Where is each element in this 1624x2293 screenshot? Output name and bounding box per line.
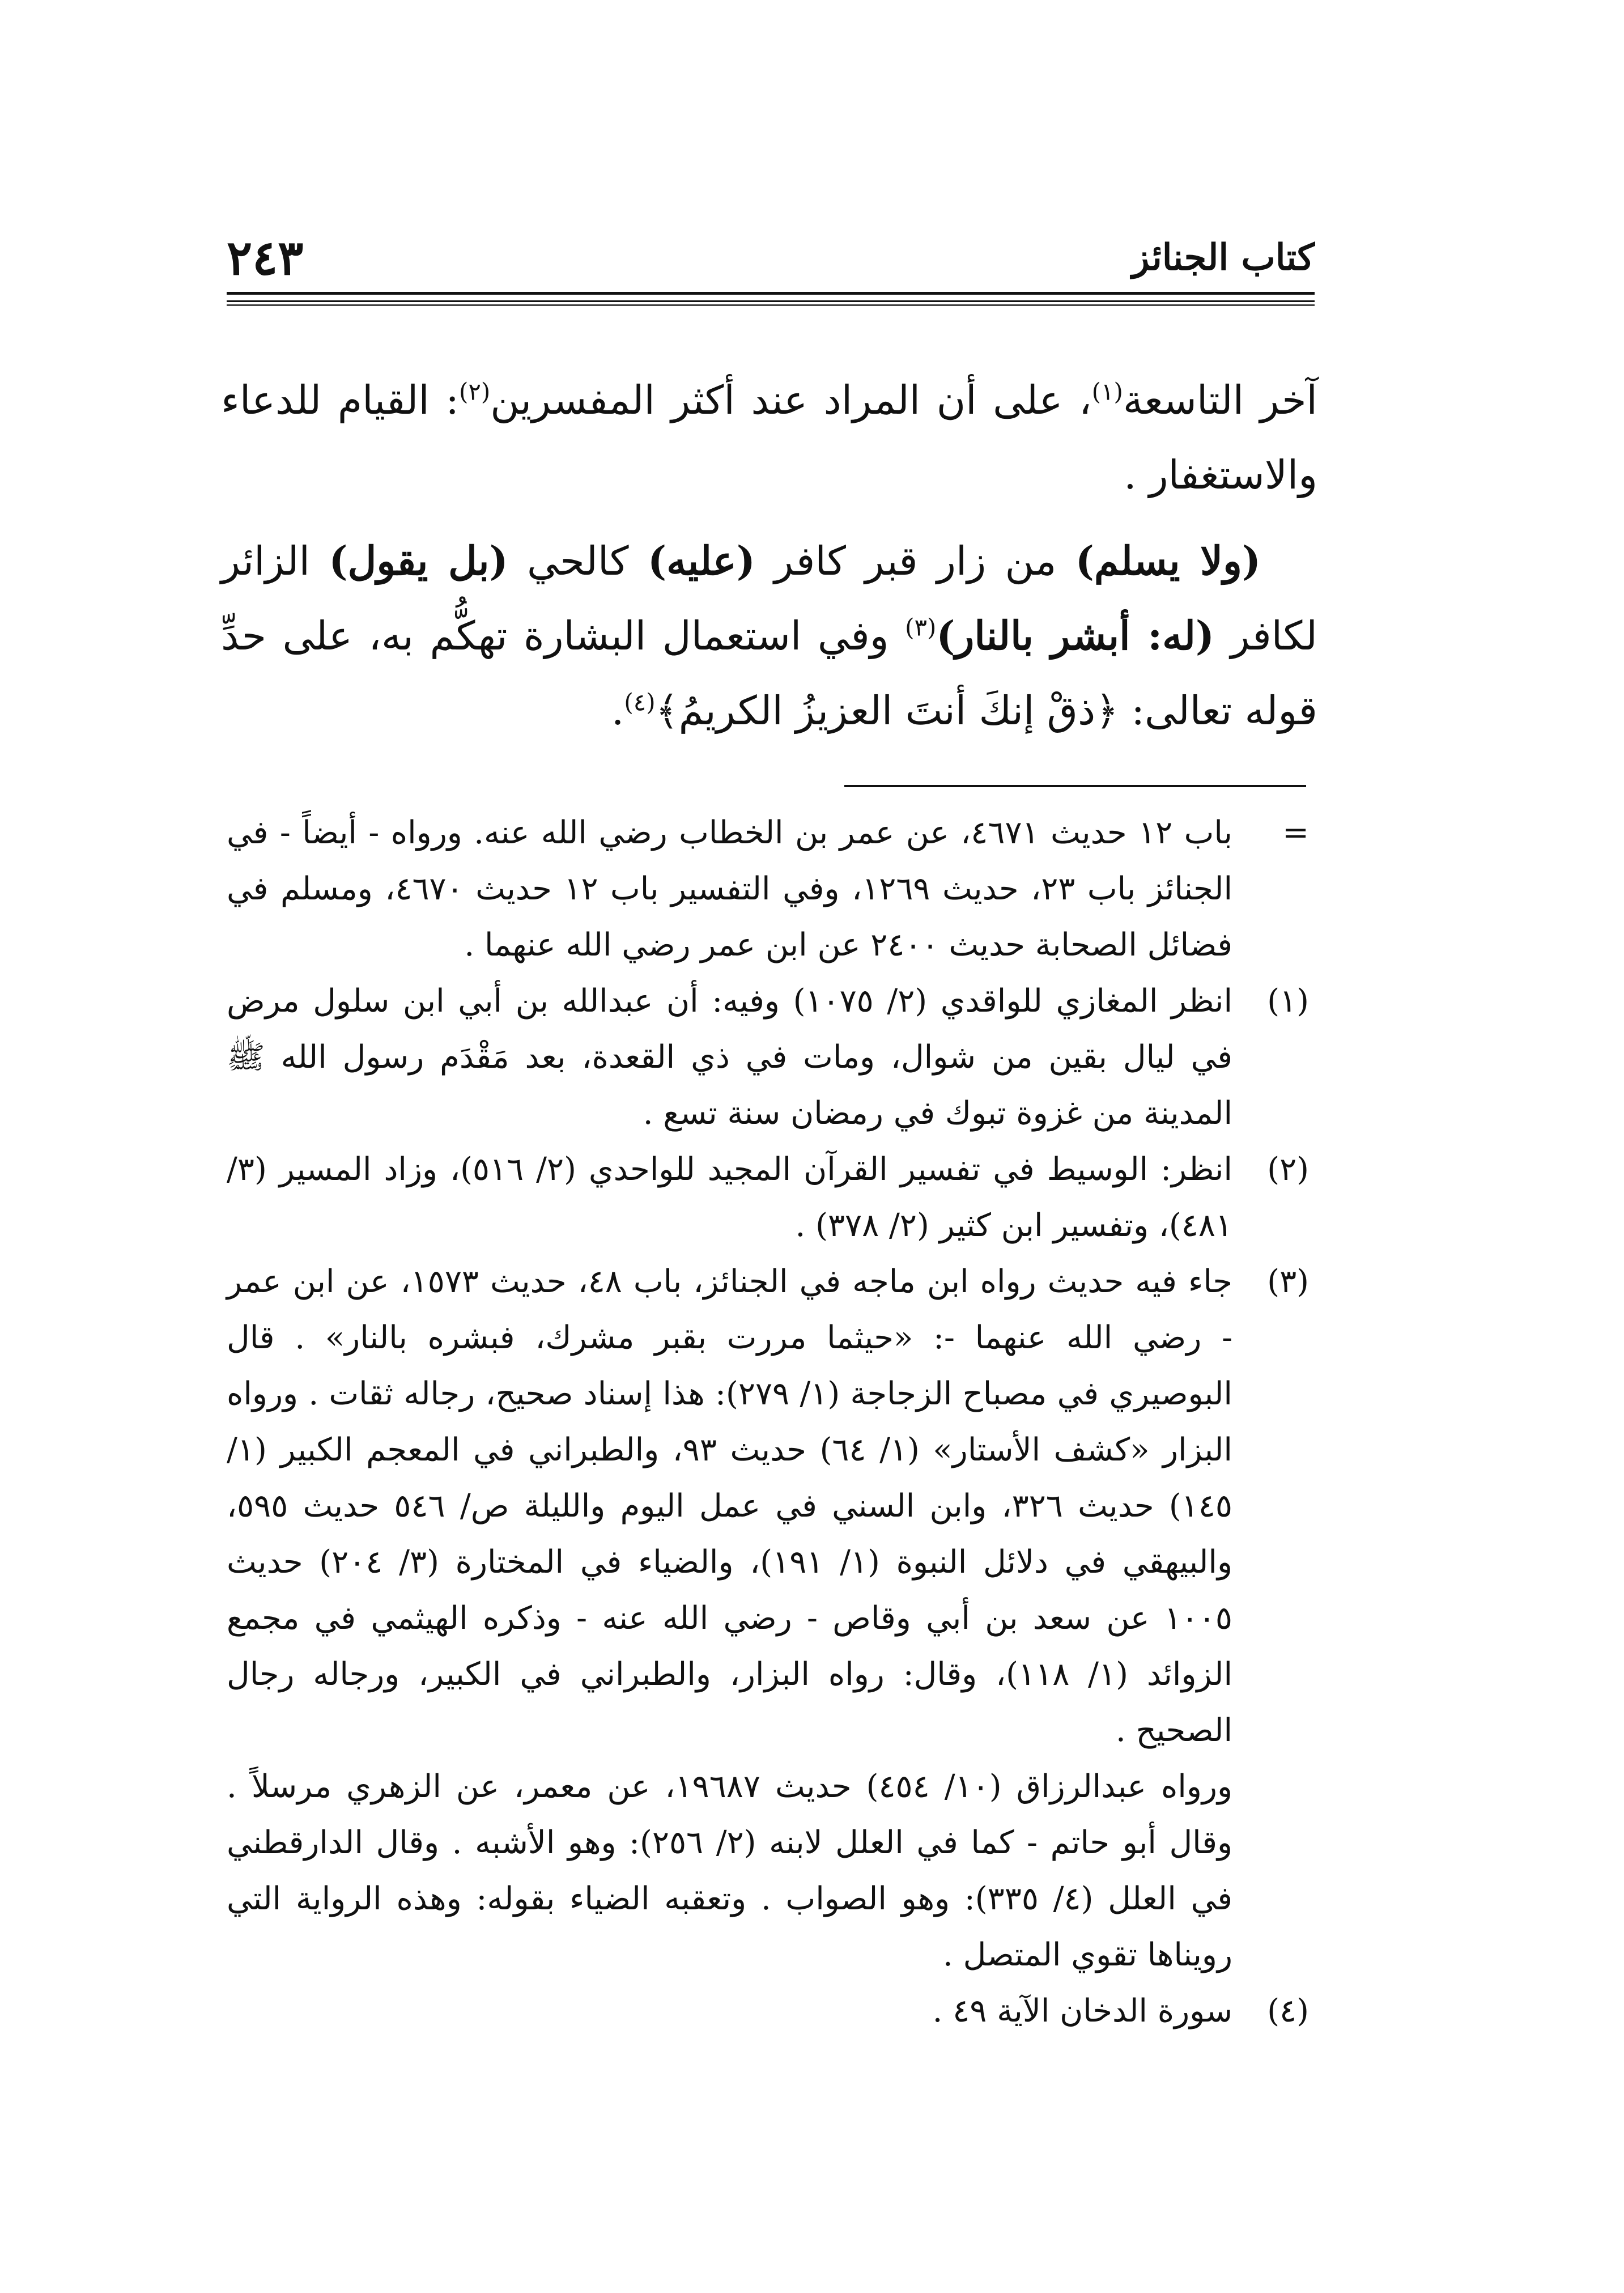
footnote-1: [227, 973, 1309, 1141]
text-segment: ، على أن المراد عند أكثر المفسرين: [490, 377, 1092, 423]
footnote-mark: (٤): [1267, 1993, 1309, 2029]
main-text: [221, 363, 1317, 748]
footnote-text: سورة الدخان الآية ٤٩ .: [932, 1993, 1232, 2029]
paragraph-1: [221, 363, 1317, 512]
matn-bold: (عليه): [647, 537, 755, 584]
footnote-mark: =: [1282, 814, 1309, 851]
footnote-mark: (٢): [1267, 1151, 1309, 1188]
footnote-text: انظر المغازي للواقدي (٢/ ١٠٧٥) وفيه: أن عبدالله بن أبي ابن سلول مرض في ليال بقين من شوال، ومات في ذي القعدة، بعد مَقْدَم رسول الله ﷺ المدينة من غزوة تبوك في رمضان سنة تسع .: [227, 983, 1232, 1132]
text-segment: .: [611, 687, 624, 734]
footnote-3-continuation: ورواه عبدالرزاق (١٠/ ٤٥٤) حديث ١٩٦٨٧، عن معمر، عن الزهري مرسلاً . وقال أبو حاتم - كما في العلل لابنه (٢/ ٢٥٦): وهو الأشبه . وقال الدارقطني في العلل (٤/ ٣٣٥): وهو الصواب . وتعقبه الضياء بقوله: وهذه الرواية التي رويناها تقوي المتصل .: [227, 1768, 1233, 1973]
matn-bold: (ولا يسلم): [1075, 537, 1261, 584]
page-header: [227, 230, 1315, 286]
footnotes: [227, 805, 1309, 2039]
footnote-continued: [227, 805, 1309, 973]
footnote-mark: (١): [1267, 983, 1309, 1020]
text-segment: كالحي: [508, 538, 648, 584]
header-rule-thin: [227, 304, 1315, 306]
book-title: كتاب الجنائز: [1132, 236, 1315, 279]
footnote-ref[interactable]: (٤): [624, 688, 656, 716]
footnote-ref[interactable]: (١): [1091, 377, 1123, 406]
footnote-text: باب ١٢ حديث ٤٦٧١، عن عمر بن الخطاب رضي الله عنه. ورواه - أيضاً - في الجنائز باب ٢٣، حديث ١٢٦٩، وفي التفسير باب ١٢ حديث ٤٦٧٠، ومسلم في فضائل الصحابة حديث ٢٤٠٠ عن ابن عمر رضي الله عنهما .: [227, 814, 1233, 963]
footnote-mark: (٣): [1267, 1263, 1309, 1300]
matn-bold: (له: أبشر بالنار): [936, 612, 1215, 659]
text-segment: : القيام للدعاء والاستغفار .: [221, 377, 1317, 498]
paragraph-2: [221, 524, 1317, 748]
footnote-ref[interactable]: (٢): [458, 377, 491, 406]
page-number: ٢٤٣: [227, 230, 304, 286]
footnote-text: انظر: الوسيط في تفسير القرآن المجيد للواحدي (٢/ ٥١٦)، وزاد المسير (٣/ ٤٨١)، وتفسير ابن كثير (٢/ ٣٧٨) .: [227, 1151, 1232, 1244]
text-segment: وفي استعمال البشارة تهكُّم به، على حدِّ قوله تعالى: ﴿ذقْ إنكَ أنتَ العزيزُ الكريمُ﴾: [221, 613, 1317, 734]
header-rule: [227, 292, 1315, 302]
footnote-2: [227, 1141, 1309, 1254]
footnote-4: [227, 1983, 1309, 2039]
text-segment: آخر التاسعة: [1123, 377, 1317, 423]
text-segment: من زار قبر كافر: [755, 538, 1075, 584]
footnote-text: جاء فيه حديث رواه ابن ماجه في الجنائز، باب ٤٨، حديث ١٥٧٣، عن ابن عمر - رضي الله عنهما -: «حيثما مررت بقبر مشرك، فبشره بالنار» . قال البوصيري في مصباح الزجاجة (١/ ٢٧٩): هذا إسناد صحيح، رجاله ثقات . ورواه البزار «كشف الأستار» (١/ ٦٤) حديث ٩٣، والطبراني في المعجم الكبير (١/ ١٤٥) حديث ٣٢٦، وابن السني في عمل اليوم والليلة ص/ ٥٤٦ حديث ٥٩٥، والبيهقي في دلائل النبوة (١/ ١٩١)، والضياء في المختارة (٣/ ٢٠٤) حديث ١٠٠٥ عن سعد بن أبي وقاص - رضي الله عنه - وذكره الهيثمي في مجمع الزوائد (١/ ١١٨)، وقال: رواه البزار، والطبراني في الكبير، ورجاله رجال الصحيح .: [227, 1263, 1233, 1749]
matn-bold: (بل يقول): [329, 537, 508, 584]
footnote-ref[interactable]: (٣): [905, 613, 937, 642]
footnote-separator: [844, 785, 1306, 787]
footnote-3: [227, 1254, 1309, 1759]
text-segment: الزائر لكافر: [221, 538, 1317, 659]
